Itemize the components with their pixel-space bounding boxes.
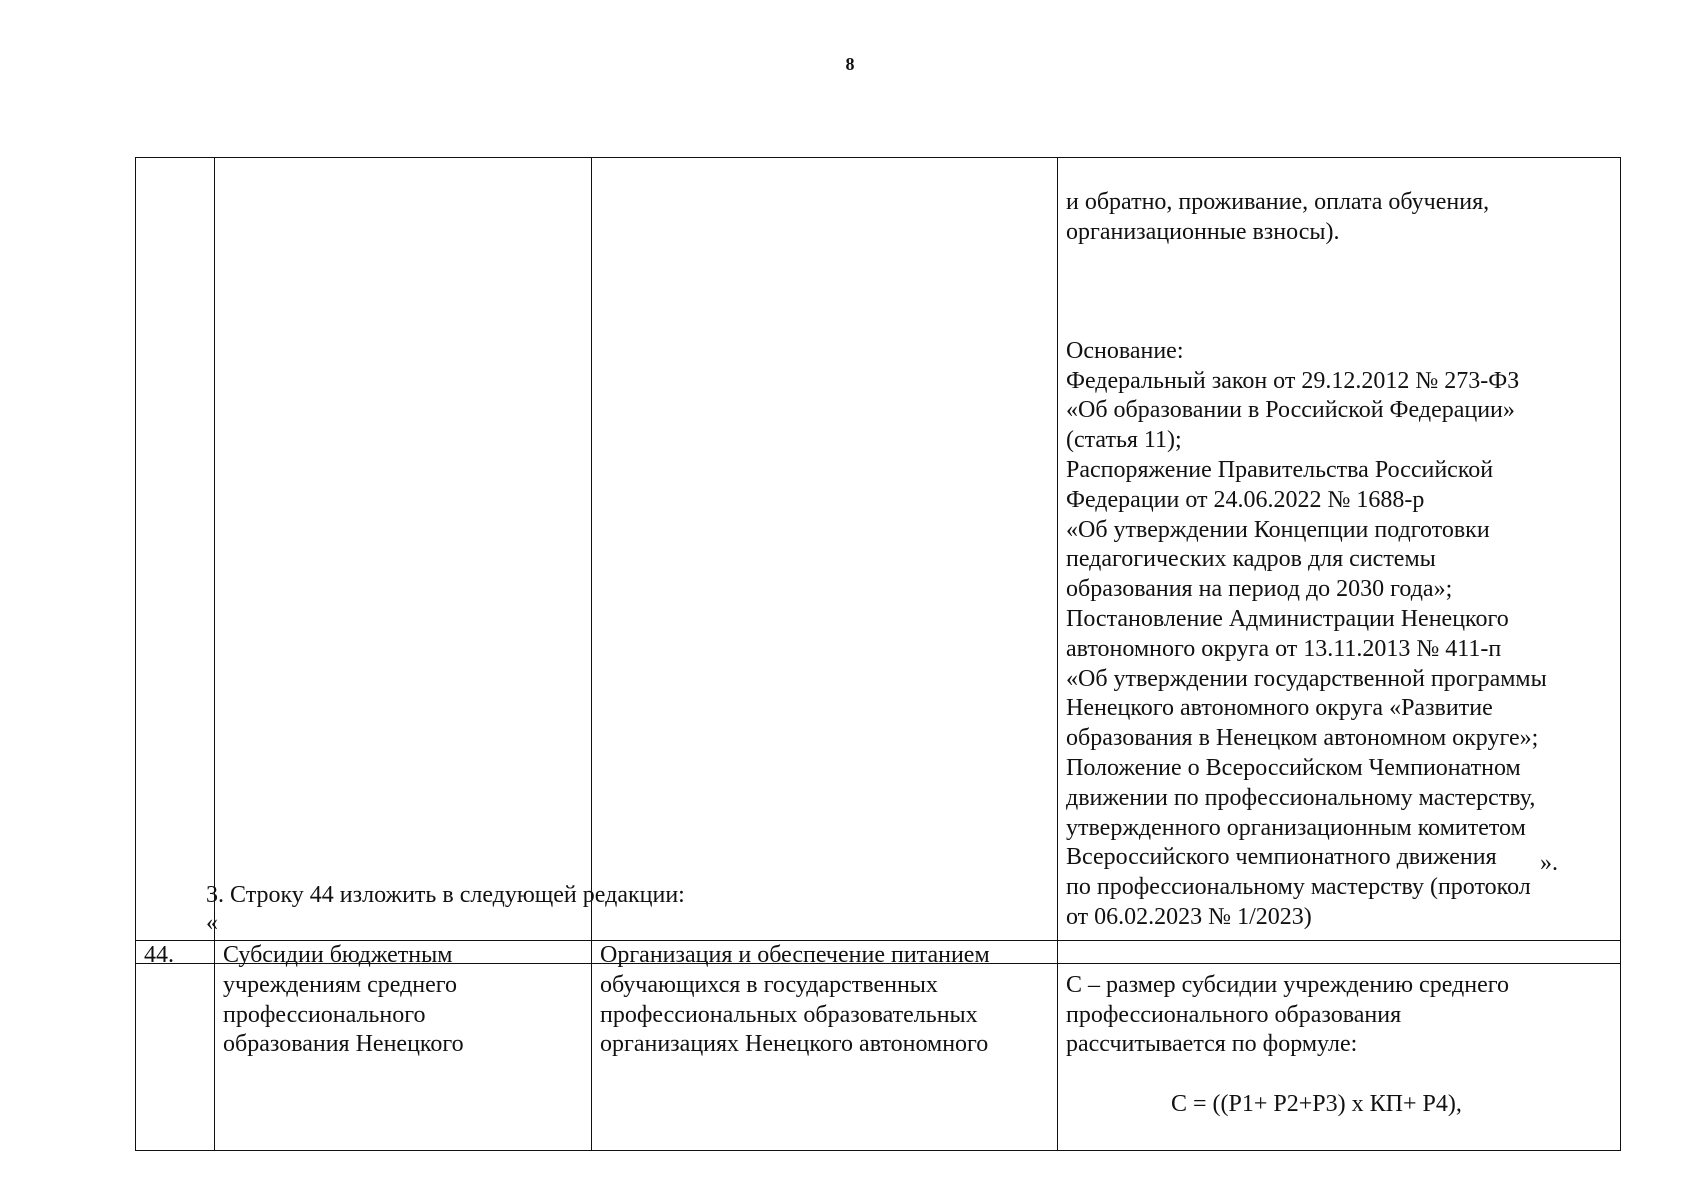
name-cell: Субсидии бюджетным учреждениям среднего профессионального образования Ненецкого — [215, 941, 592, 1151]
direction-cell — [592, 158, 1058, 964]
row-number-cell — [136, 158, 215, 964]
amendment-instruction: 3. Строку 44 изложить в следующей редакции: — [206, 882, 685, 908]
row-number-cell: 44. — [136, 941, 215, 1151]
paragraph-spacer — [1066, 277, 1620, 307]
calculation-intro-text: и обратно, проживание, оплата обучения, организационные взносы). — [1066, 188, 1490, 245]
table-row-44 — [135, 940, 1621, 1151]
table-continued — [135, 157, 1621, 964]
calculation-cell — [1058, 158, 1621, 964]
calculation-cell — [1058, 941, 1621, 1151]
opening-quote: « — [206, 910, 218, 936]
subsidy-formula: С = ((Р1+ Р2+Р3) х КП+ Р4), — [1171, 1090, 1462, 1117]
page-number: 8 — [845, 54, 855, 74]
name-cell — [215, 158, 592, 964]
table-row — [136, 158, 1621, 964]
closing-quote: ». — [1540, 850, 1558, 876]
direction-cell: Организация и обеспечение питанием обучающихся в государственных профессиональных образовательных организациях Ненецкого автономного — [592, 941, 1058, 1151]
table-row — [136, 941, 1621, 1151]
legal-basis-text: Основание: Федеральный закон от 29.12.2012 № 273-ФЗ «Об образовании в Российской Федерации» (статья 11); Распоряжение Правительства Российской Федерации от 24.06.2022 № 1688-р «Об утверждении Концепции подготовки педагогических кадров для системы образования на период до 2030 года»; Постановление Администрации Ненецкого автономного округа от 13.11.2013 № 411-п «Об утверждении государственной программы Ненецкого автономного округа «Развитие образования в Ненецком автономном округе»; Положение о Всероссийском Чемпионатном движении по профессиональному мастерству, утвержденного организационным комитетом Всероссийского чемпионатного движения по профессиональному мастерству (протокол от 06.02.2023 № 1/2023) — [1066, 337, 1547, 930]
calculation-description: С – размер субсидии учреждению среднего профессионального образования рассчитывается по формуле: — [1066, 971, 1509, 1058]
